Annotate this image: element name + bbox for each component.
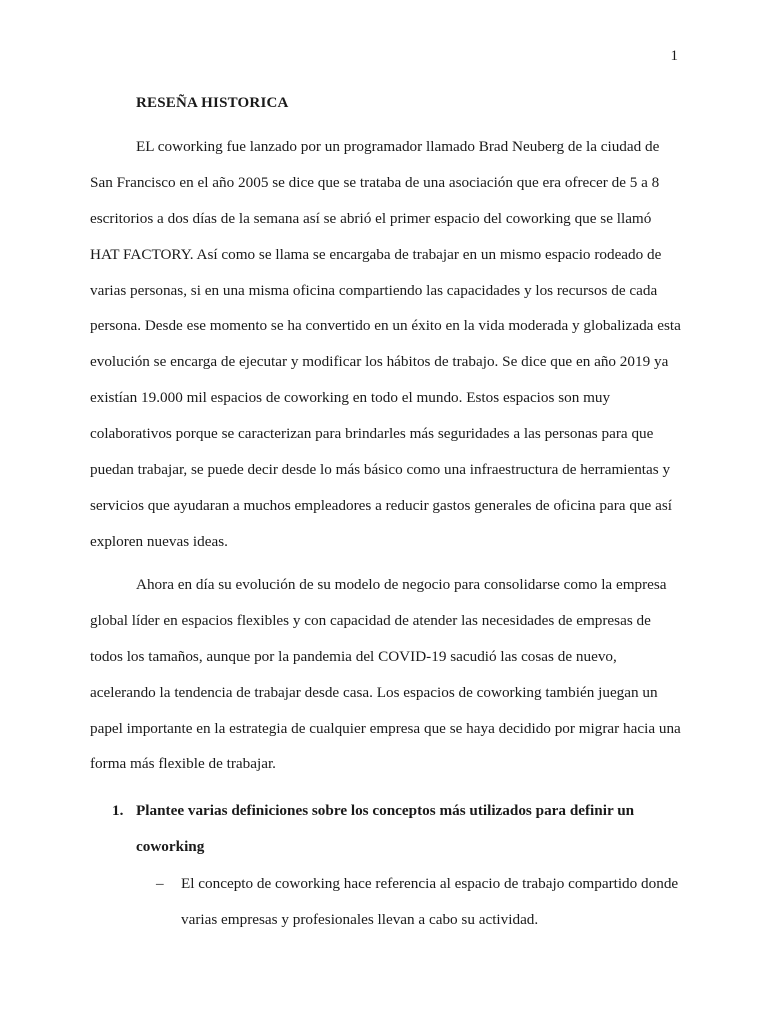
- answer-line: varias empresas y profesionales llevan a cabo su actividad.: [181, 910, 539, 928]
- paragraph-line: colaborativos porque se caracterizan para brindarles más seguridades a las personas para que: [90, 425, 654, 443]
- paragraph-line: EL coworking fue lanzado por un programador llamado Brad Neuberg de la ciudad de: [136, 138, 660, 155]
- section-heading: RESEÑA HISTORICA: [136, 95, 289, 111]
- paragraph-line: forma más flexible de trabajar.: [90, 755, 276, 773]
- question-text: [136, 793, 682, 865]
- paragraph-line: exploren nuevas ideas.: [90, 532, 228, 550]
- answer-text: [181, 866, 686, 938]
- paragraph-line: persona. Desde ese momento se ha convertido en un éxito en la vida moderada y globalizada esta: [90, 317, 681, 335]
- paragraph-line: acelerando la tendencia de trabajar desde casa. Los espacios de coworking también juegan un: [90, 683, 658, 701]
- paragraph-line: puedan trabajar, se puede decir desde lo más básico como una infraestructura de herramientas y: [90, 461, 671, 479]
- paragraph-line: varias personas, si en una misma oficina compartiendo las capacidades y los recursos de cada: [90, 281, 658, 299]
- paragraph-line: todos los tamaños, aunque por la pandemia del COVID-19 sacudió las cosas de nuevo,: [90, 647, 617, 665]
- paragraph-line: servicios que ayudaran a muchos empleadores a reducir gastos generales de oficina para que así: [90, 496, 672, 514]
- paragraph-line: papel importante en la estrategia de cualquier empresa que se haya decidido por migrar hacia una: [90, 719, 681, 737]
- page-number: 1: [670, 48, 678, 64]
- paragraph-line: San Francisco en el año 2005 se dice que se trataba de una asociación que era ofrecer de 5 a 8: [90, 173, 660, 191]
- paragraph-line: existían 19.000 mil espacios de coworking en todo el mundo. Estos espacios son muy: [90, 389, 611, 407]
- dash-bullet: –: [156, 875, 164, 892]
- question-line: Plantee varias definiciones sobre los conceptos más utilizados para definir un: [136, 802, 635, 819]
- paragraph-line: HAT FACTORY. Así como se llama se encargaba de trabajar en un mismo espacio rodeado de: [90, 245, 662, 263]
- answer-line: El concepto de coworking hace referencia al espacio de trabajo compartido donde: [181, 875, 679, 892]
- paragraph-line: Ahora en día su evolución de su modelo de negocio para consolidarse como la empresa: [136, 576, 667, 593]
- paragraph-history: [90, 129, 681, 560]
- paragraph-line: global líder en espacios flexibles y con capacidad de atender las necesidades de empresas de: [90, 611, 651, 629]
- paragraph-line: evolución se encarga de ejecutar y modificar los hábitos de trabajo. Se dice que en año 2019 ya: [90, 353, 669, 371]
- paragraph-evolution: [90, 567, 681, 782]
- question-line: coworking: [136, 837, 205, 855]
- paragraph-line: escritorios a dos días de la semana así se abrió el primer espacio del coworking que se llamó: [90, 209, 652, 227]
- list-number: 1.: [112, 802, 124, 819]
